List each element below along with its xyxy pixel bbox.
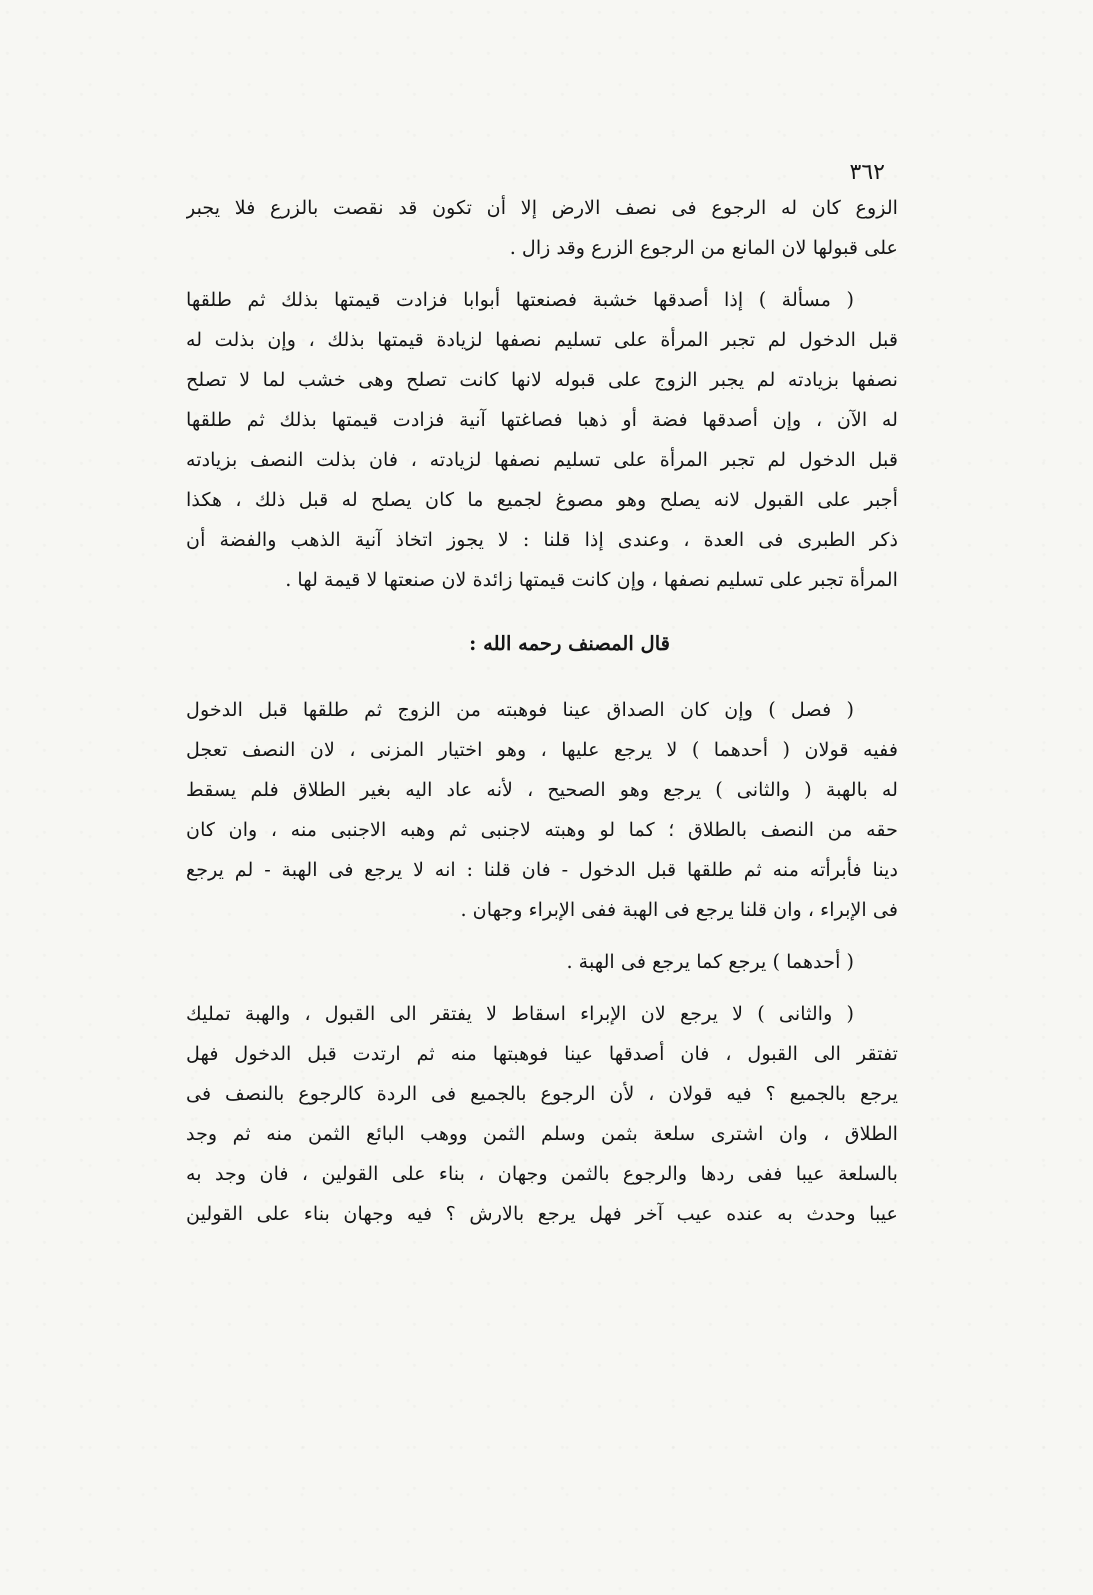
text-line: يرجع بالجميع ؟ فيه قولان ، لأن الرجوع بالجميع فى الردة كالرجوع بالنصف فى xyxy=(186,1082,898,1105)
text-line: بالسلعة عيبا ففى ردها والرجوع بالثمن وجهان ، بناء على القولين ، فان وجد به xyxy=(186,1162,898,1185)
text-line: ( فصل ) وإن كان الصداق عينا فوهبته من الزوج ثم طلقها قبل الدخول xyxy=(186,698,854,721)
text-line: ففيه قولان ( أحدهما ) لا يرجع عليها ، وهو اختيار المزنى ، لان النصف تعجل xyxy=(186,738,898,761)
section-heading: قال المصنف رحمه الله : xyxy=(469,632,670,655)
text-line: نصفها بزيادته لم يجبر الزوج على قبوله لانها كانت تصلح وهى خشب لما لا تصلح xyxy=(186,368,898,391)
text-line: ( والثانى ) لا يرجع لان الإبراء اسقاط لا يفتقر الى القبول ، والهبة تمليك xyxy=(186,1002,854,1025)
text-line: حقه من النصف بالطلاق ؛ كما لو وهبته لاجنبى ثم وهبه الاجنبى منه ، وان كان xyxy=(186,818,898,841)
single-line-ruling: ( أحدهما ) يرجع كما يرجع فى الهبة . xyxy=(566,950,854,973)
paragraph-continuation xyxy=(186,188,898,268)
paragraph-final xyxy=(186,994,898,1234)
text-line: له الآن ، وإن أصدقها فضة أو ذهبا فصاغتها آنية فزادت قيمتها بذلك ثم طلقها xyxy=(186,408,898,431)
text-line: عيبا وحدث به عنده عيب آخر فهل يرجع بالارش ؟ فيه وجهان بناء على القولين xyxy=(186,1202,898,1225)
text-line: ( مسألة ) إذا أصدقها خشبة فصنعتها أبوابا فزادت قيمتها بذلك ثم طلقها xyxy=(186,288,854,311)
text-line: له بالهبة ( والثانى ) يرجع وهو الصحيح ، لأنه عاد اليه بغير الطلاق فلم يسقط xyxy=(186,778,898,801)
text-line: الطلاق ، وان اشترى سلعة بثمن وسلم الثمن ووهب البائع الثمن منه ثم وجد xyxy=(186,1122,898,1145)
paragraph-fasl xyxy=(186,690,898,930)
text-line: فى الإبراء ، وان قلنا يرجع فى الهبة ففى الإبراء وجهان . xyxy=(460,898,898,921)
page-number: ٣٦٢ xyxy=(849,160,885,185)
text-line: قبل الدخول لم تجبر المرأة على تسليم نصفها لزيادته ، فان بذلت النصف بزيادته xyxy=(186,448,898,471)
text-line: تفتقر الى القبول ، فان أصدقها عينا فوهبتها منه ثم ارتدت قبل الدخول فهل xyxy=(186,1042,898,1065)
paragraph-masala xyxy=(186,280,898,600)
text-line: على قبولها لان المانع من الرجوع الزرع وقد زال . xyxy=(509,236,898,259)
text-line: قبل الدخول لم تجبر المرأة على تسليم نصفها لزيادة قيمتها بذلك ، وإن بذلت له xyxy=(186,328,898,351)
body-text xyxy=(186,188,898,1246)
text-line: أجبر على القبول لانه يصلح وهو مصوغ لجميع ما كان يصلح له قبل ذلك ، هكذا xyxy=(186,488,898,511)
text-line: دينا فأبرأته منه ثم طلقها قبل الدخول - فان قلنا : انه لا يرجع فى الهبة - لم يرجع xyxy=(186,858,898,881)
text-line: الزوع كان له الرجوع فى نصف الارض إلا أن تكون قد نقصت بالزرع فلا يجبر xyxy=(186,196,898,219)
text-line: المرأة تجبر على تسليم نصفها ، وإن كانت قيمتها زائدة لان صنعتها لا قيمة لها . xyxy=(285,568,898,591)
text-line: ذكر الطبرى فى العدة ، وعندى إذا قلنا : لا يجوز اتخاذ آنية الذهب والفضة أن xyxy=(186,528,898,551)
